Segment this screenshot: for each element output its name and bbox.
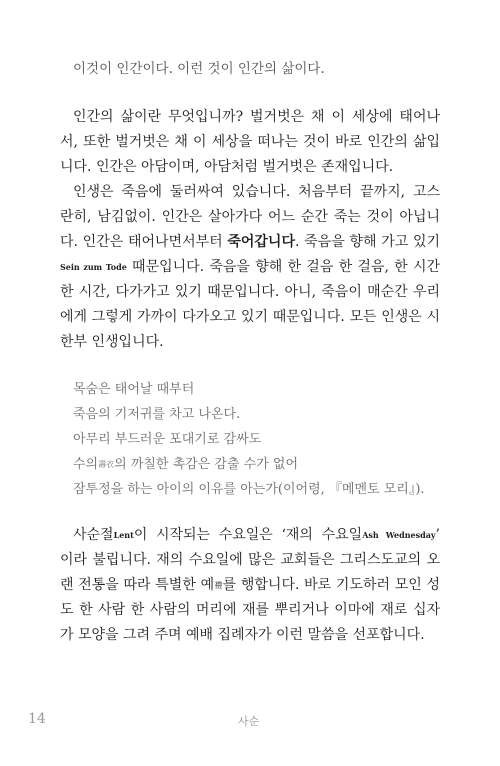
para3-line5: 가 모양을 그려 주며 예배 집례자가 이런 말씀을 선포합니다. xyxy=(60,627,425,643)
para2-line2: 란히, 남김없이. 인간은 살아가다 어느 순간 죽는 것이 아닙니 xyxy=(60,209,440,225)
german-gloss: Sein zum Tode xyxy=(60,262,127,272)
poem-line1: 목숨은 태어날 때부터 xyxy=(73,382,195,397)
para3-line3-end: 를 행합니다. 바로 기도하러 모인 성 xyxy=(222,577,440,593)
para3-line3 xyxy=(60,576,440,595)
para3-line2: 이라 불립니다. 재의 수요일에 많은 교회들은 그리스도교의 오 xyxy=(60,552,440,568)
para1-line2: 서, 또한 벌거벗은 채 이 세상을 떠나는 것이 바로 인간의 삶입 xyxy=(60,134,440,150)
para2-line6: 에게 그렇게 가까이 다가오고 있기 때문입니다. 모든 인생은 시 xyxy=(60,309,440,325)
poem-line4 xyxy=(73,456,298,474)
english-gloss-lent: Lent xyxy=(113,530,134,540)
poem-line4-end: 의 까칠한 촉감은 감출 수가 없어 xyxy=(114,457,299,472)
poem-line5: 잠투정을 하는 아이의 이유를 아는가(이어령, 『메멘토 모리』). xyxy=(73,482,425,497)
page-number: 14 xyxy=(28,711,46,727)
para2-line7: 한부 인생입니다. xyxy=(60,334,164,350)
poem-line3: 아무리 부드러운 포대기로 감싸도 xyxy=(73,432,262,447)
para2-line4 xyxy=(60,258,440,276)
para3-line1 xyxy=(73,526,440,544)
para1-line1: 인간의 삶이란 무엇입니까? 벌거벗은 채 이 세상에 태어나 xyxy=(73,109,440,125)
para3-line4: 도 한 사람 한 사람의 머리에 재를 뿌리거나 이마에 재로 십자 xyxy=(60,602,440,618)
para2-line3-start: 다. 인간은 태어나면서부터 xyxy=(60,234,228,250)
hanja-gloss-shroud: 壽衣 xyxy=(98,460,115,469)
para2-line5: 한 시간, 다가가고 있기 때문입니다. 아니, 죽음이 매순간 우리 xyxy=(60,284,440,300)
para3-line1-end: ’ xyxy=(435,527,440,543)
carryover-line: 이것이 인간이다. 이런 것이 인간의 삶이다. xyxy=(73,61,325,77)
poem-line2: 죽음의 기저귀를 차고 나온다. xyxy=(73,407,241,422)
hanja-gloss-rite: 禮 xyxy=(214,581,223,590)
para2-line3-end: . 죽음을 향해 가고 있기 xyxy=(294,234,440,250)
para3-line1-mid: 이 시작되는 수요일은 ‘재의 수요일 xyxy=(133,527,363,543)
para2-line4-rest: 때문입니다. 죽음을 향해 한 걸음 한 걸음, 한 시간 xyxy=(126,259,440,275)
para3-line3-start: 랜 전통을 따라 특별한 예 xyxy=(60,577,215,593)
para3-line1-start: 사순절 xyxy=(73,527,114,543)
poem-line4-start: 수의 xyxy=(73,457,99,472)
emphasis-dying: 죽어갑니다 xyxy=(227,234,295,250)
para2-line1: 인생은 죽음에 둘러싸여 있습니다. 처음부터 끝까지, 고스 xyxy=(73,184,440,200)
para1-line3: 니다. 인간은 아담이며, 아담처럼 벌거벗은 존재입니다. xyxy=(60,159,394,175)
running-head: 사순 xyxy=(238,715,260,728)
english-gloss-ash-wednesday: Ash Wednesday xyxy=(362,530,436,540)
para2-line3 xyxy=(60,233,440,251)
